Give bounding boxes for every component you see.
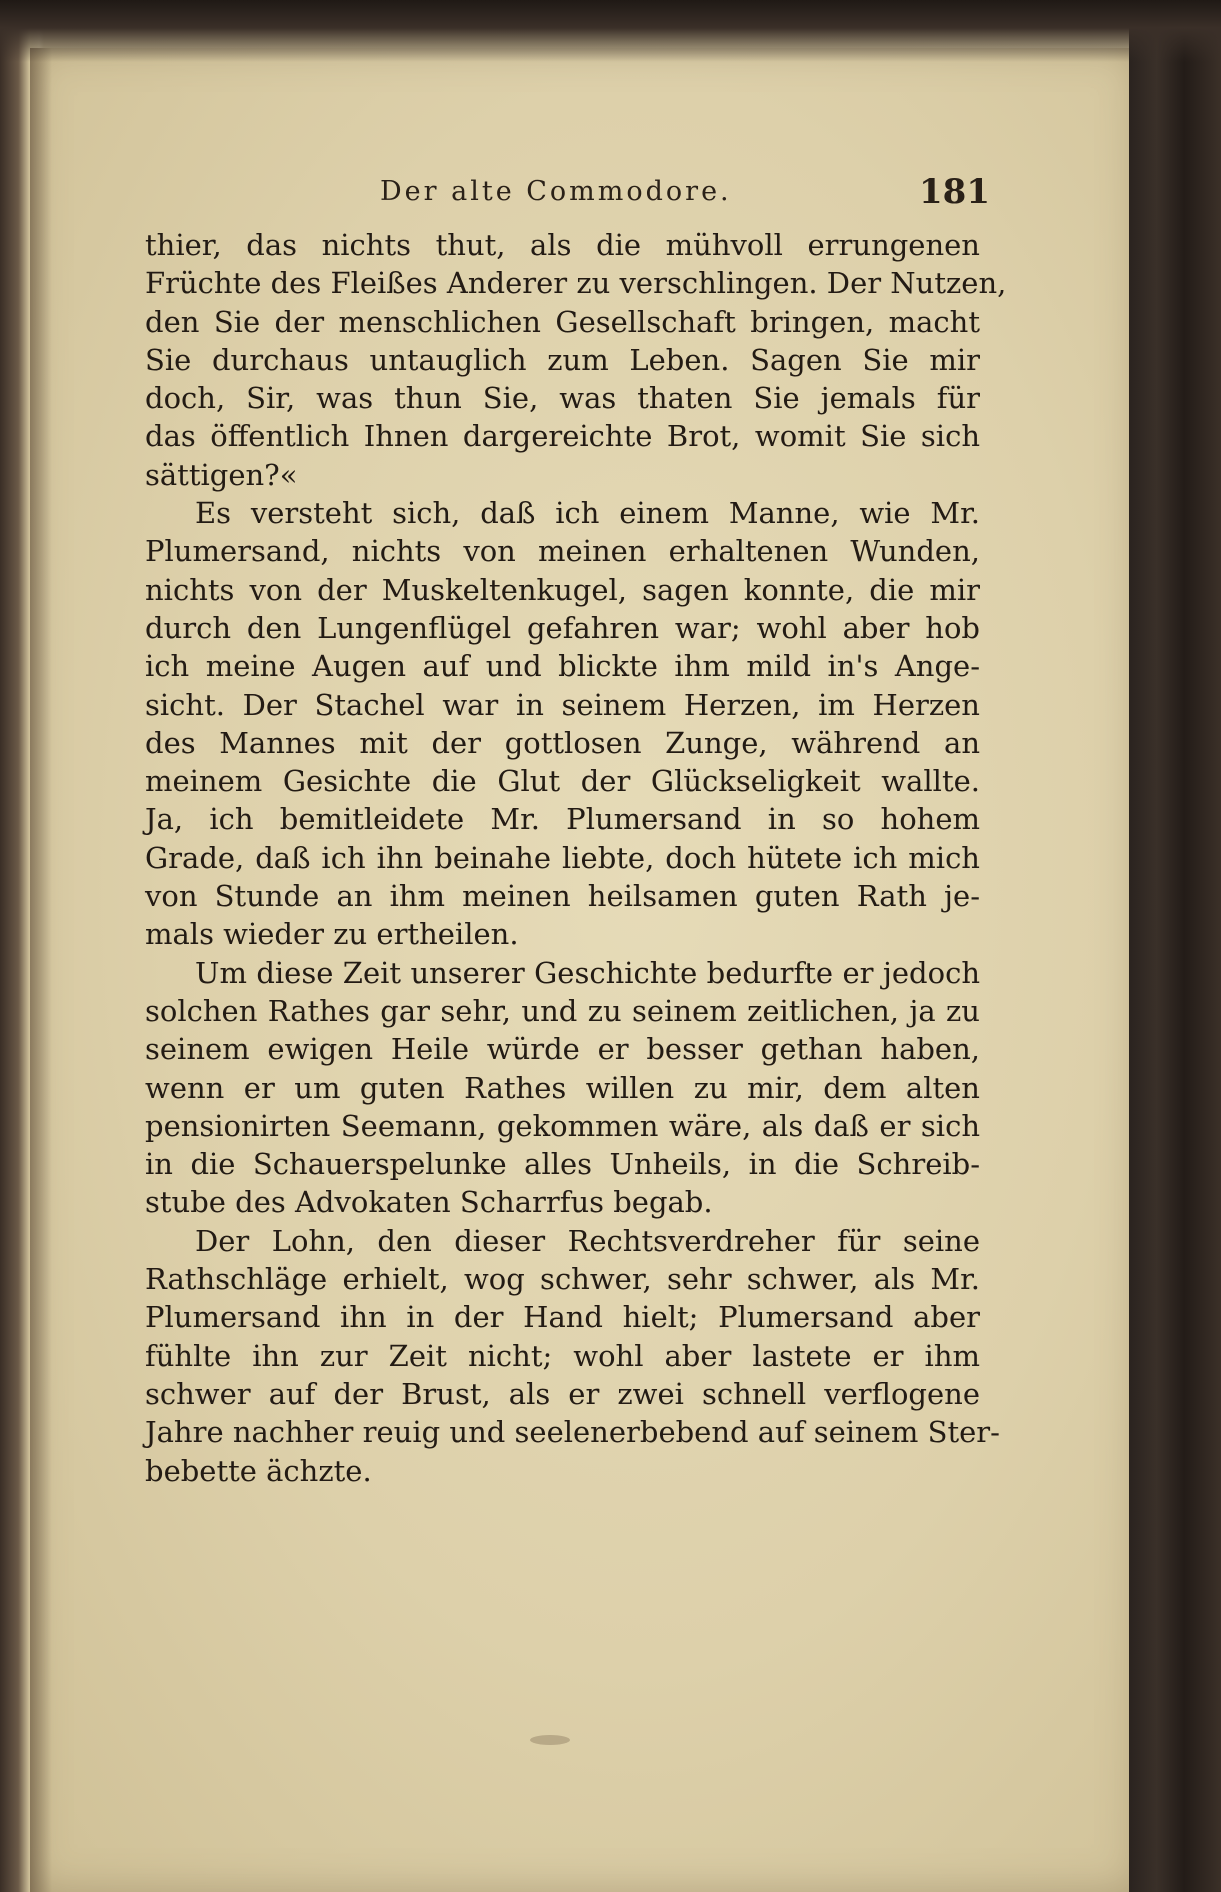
page-header: [120, 172, 990, 216]
text-line: mals wieder zu ertheilen.: [145, 917, 519, 952]
text-line: in die Schauerspelunke alles Unheils, in die Schreib-: [145, 1147, 980, 1182]
body-text: [145, 226, 1007, 1490]
text-line: schwer auf der Brust, als er zwei schnell verflogene: [145, 1376, 980, 1411]
text-line: sicht. Der Stachel war in seinem Herzen, im Herzen: [145, 687, 980, 722]
text-line: den Sie der menschlichen Gesellschaft bringen, macht: [145, 304, 980, 339]
text-line: Plumersand ihn in der Hand hielt; Plumersand aber: [145, 1300, 980, 1335]
text-line: seinem ewigen Heile würde er besser gethan haben,: [145, 1032, 980, 1067]
text-line: sättigen?«: [145, 457, 298, 492]
text-line: pensionirten Seemann, gekommen wäre, als daß er sich: [145, 1108, 980, 1143]
text-line: thier, das nichts thut, als die mühvoll errungenen: [145, 228, 980, 262]
text-line: von Stunde an ihm meinen heilsamen guten Rath je-: [145, 879, 980, 914]
book-cover-edge: [1129, 0, 1221, 1892]
text-line: ich meine Augen auf und blickte ihm mild in's Ange-: [145, 649, 980, 684]
page-number: 181: [919, 172, 990, 212]
text-line: Jahre nachher reuig und seelenerbebend auf seinem Ster-: [145, 1415, 1000, 1450]
running-title: Der alte Commodore.: [380, 176, 732, 207]
text-line: Der Lohn, den dieser Rechtsverdreher für seine: [195, 1223, 980, 1258]
text-line: Es versteht sich, daß ich einem Manne, wie Mr.: [195, 496, 980, 531]
text-line: Ja, ich bemitleidete Mr. Plumersand in so hohem: [145, 802, 980, 837]
ink-smudge: [530, 1735, 570, 1745]
text-line: durch den Lungenflügel gefahren war; wohl aber hob: [145, 610, 980, 645]
page-gutter: [30, 48, 52, 1892]
text-line: bebette ächzte.: [145, 1453, 372, 1488]
text-line: fühlte ihn zur Zeit nicht; wohl aber lastete er ihm: [145, 1338, 980, 1373]
text-line: Plumersand, nichts von meinen erhaltenen Wunden,: [145, 534, 980, 569]
text-line: das öffentlich Ihnen dargereichte Brot, womit Sie sich: [145, 419, 980, 454]
text-line: nichts von der Muskeltenkugel, sagen konnte, die mir: [145, 572, 980, 607]
text-line: wenn er um guten Rathes willen zu mir, dem alten: [145, 1070, 980, 1105]
text-line: des Mannes mit der gottlosen Zunge, während an: [145, 725, 980, 760]
text-line: stube des Advokaten Scharrfus begab.: [145, 1185, 713, 1220]
text-line: meinem Gesichte die Glut der Glückseligkeit wallte.: [145, 764, 980, 799]
text-line: Sie durchaus untauglich zum Leben. Sagen Sie mir: [145, 342, 980, 377]
text-line: Rathschläge erhielt, wog schwer, sehr schwer, als Mr.: [145, 1262, 980, 1297]
text-line: Früchte des Fleißes Anderer zu verschlingen. Der Nutzen,: [145, 266, 1007, 301]
text-line: Grade, daß ich ihn beinahe liebte, doch hütete ich mich: [145, 840, 980, 875]
top-shadow: [0, 0, 1221, 62]
text-line: doch, Sir, was thun Sie, was thaten Sie jemals für: [145, 381, 980, 416]
text-line: Um diese Zeit unserer Geschichte bedurfte er jedoch: [195, 955, 980, 990]
text-line: solchen Rathes gar sehr, und zu seinem zeitlichen, ja zu: [145, 993, 980, 1028]
